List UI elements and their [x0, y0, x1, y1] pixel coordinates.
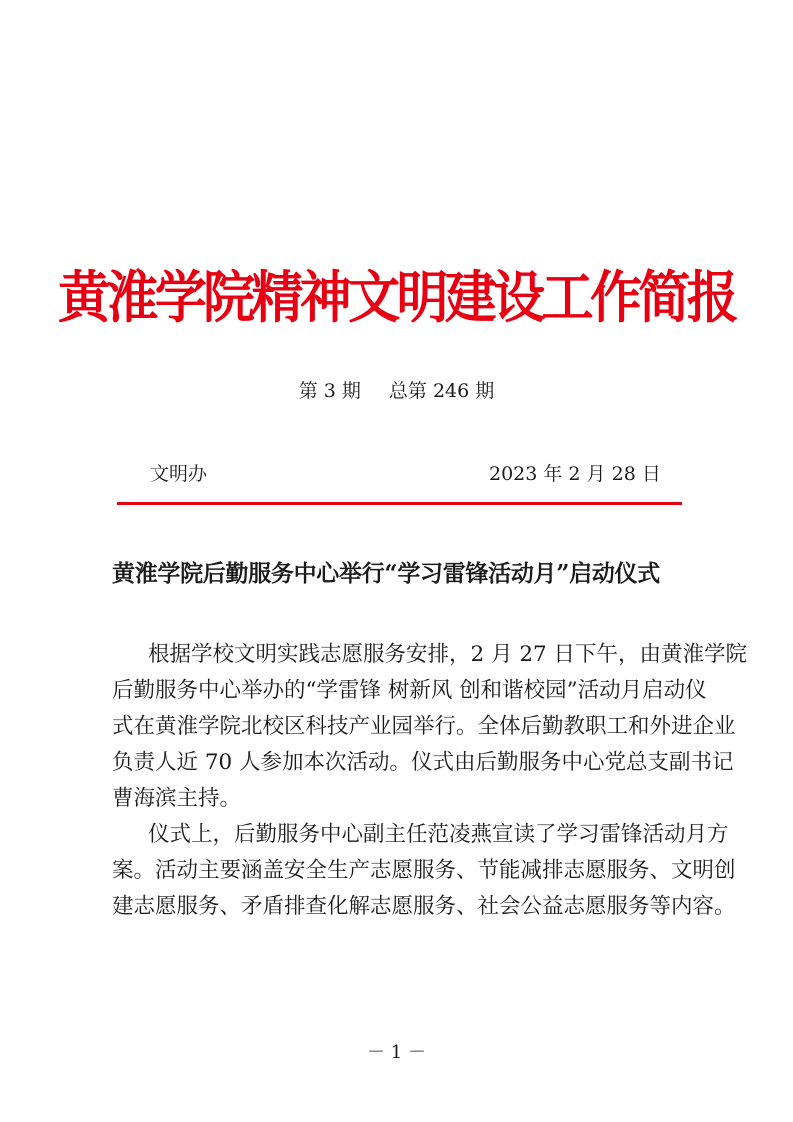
paragraph-line: 曹海滨主持。	[112, 786, 242, 811]
masthead-title: 黄淮学院精神文明建设工作简报	[57, 265, 736, 331]
article-title: 黄淮学院后勤服务中心举行“学习雷锋活动月”启动仪式	[112, 560, 660, 587]
issue-number: 第 3 期	[298, 380, 361, 402]
issue-total: 总第 246 期	[388, 380, 495, 402]
paragraph-line: 后勤服务中心举办的“学雷锋 树新风 创和谐校园”活动月启动仪	[112, 678, 707, 703]
paragraph-line: 式在黄淮学院北校区科技产业园举行。全体后勤教职工和外进企业	[112, 714, 736, 739]
issue-line	[0, 378, 793, 404]
paragraph-1	[112, 637, 748, 817]
paragraph-line: 建志愿服务、矛盾排查化解志愿服务、社会公益志愿服务等内容。	[112, 894, 736, 919]
paragraph-line: 根据学校文明实践志愿服务安排，2 月 27 日下午，由黄淮学院	[148, 642, 748, 667]
page-number: － 1 －	[367, 1042, 426, 1063]
red-divider	[117, 502, 682, 505]
paragraph-line: 负责人近 70 人参加本次活动。仪式由后勤服务中心党总支副书记	[112, 750, 734, 775]
paragraph-2	[112, 817, 736, 925]
issuing-office: 文明办	[150, 463, 208, 485]
issue-date: 2023 年 2 月 28 日	[489, 463, 661, 485]
paragraph-line: 案。活动主要涵盖安全生产志愿服务、节能减排志愿服务、文明创	[112, 858, 736, 883]
paragraph-line: 仪式上，后勤服务中心副主任范凌燕宣读了学习雷锋活动月方	[148, 822, 729, 847]
